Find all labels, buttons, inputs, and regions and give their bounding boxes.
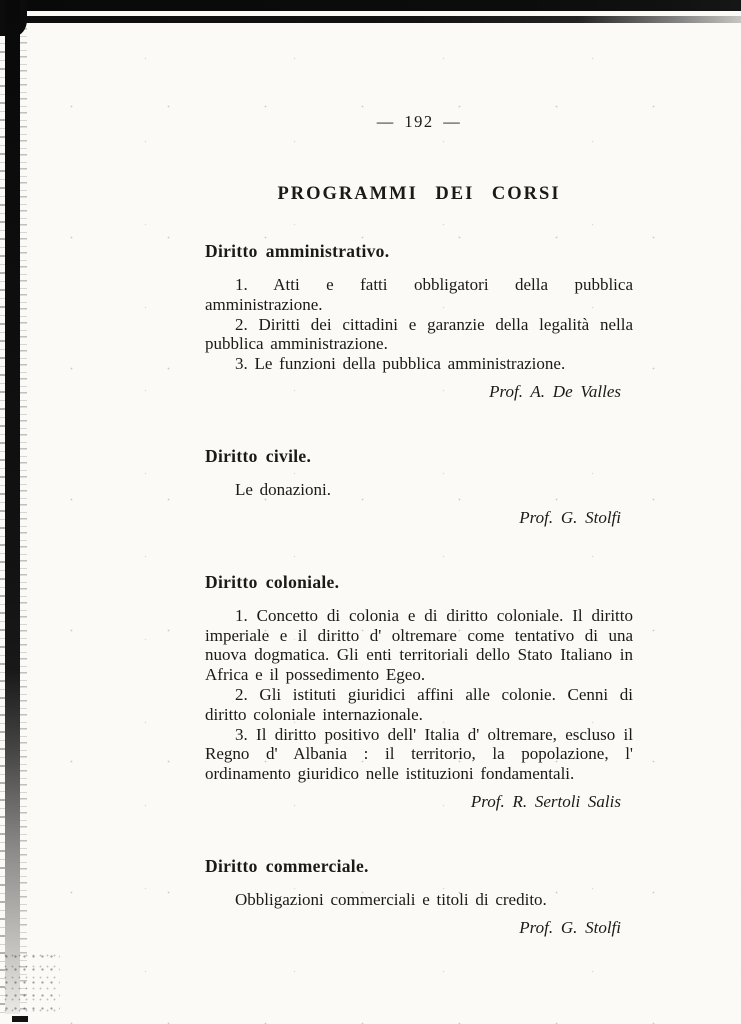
course-section <box>205 856 633 938</box>
scan-binding-edge <box>5 0 20 1014</box>
course-section <box>205 241 633 402</box>
page-title: PROGRAMMI DEI CORSI <box>277 184 561 204</box>
course-paragraph: 3. Le funzioni della pubblica amministrazione. <box>235 354 566 374</box>
scan-binding-speckle-right <box>20 0 27 1014</box>
course-paragraph: 3. Il diritto positivo dell' Italia d' oltremare, escluso il Regno d' Albania : il territorio, la popolazione, l' ordinamento giuridico nelle istituzioni fondamentali. <box>205 724 633 784</box>
course-heading: Diritto coloniale. <box>205 571 340 592</box>
professor-signature: Prof. G. Stolfi <box>519 917 621 937</box>
course-paragraph: 2. Gli istituti giuridici affini alle colonie. Cenni di diritto coloniale internazionale. <box>205 684 633 724</box>
scan-bottom-speckles <box>2 950 60 1020</box>
course-section <box>205 572 633 812</box>
page-number: — 192 — <box>376 112 462 131</box>
course-paragraph: Le donazioni. <box>235 479 331 499</box>
course-paragraph: 2. Diritti dei cittadini e garanzie della legalità nella pubblica amministrazione. <box>205 314 633 354</box>
course-heading: Diritto civile. <box>205 445 312 466</box>
course-heading: Diritto commerciale. <box>205 855 369 876</box>
course-section <box>205 446 633 528</box>
course-paragraph: Obbligazioni commerciali e titoli di credito. <box>235 889 547 909</box>
scan-top-edge-line <box>0 16 741 23</box>
professor-signature: Prof. A. De Valles <box>489 381 621 401</box>
course-heading: Diritto amministrativo. <box>205 241 390 261</box>
course-paragraph: 1. Concetto di colonia e di diritto coloniale. Il diritto imperiale e il diritto d' oltremare come tentativo di una nuova dogmatica. Gli enti territoriali dello Stato Italiano in Africa e il possedimento Egeo. <box>205 605 633 685</box>
professor-signature: Prof. G. Stolfi <box>519 507 621 527</box>
course-paragraph: 1. Atti e fatti obbligatori della pubblica amministrazione. <box>205 275 633 314</box>
professor-signature: Prof. R. Sertoli Salis <box>470 791 621 811</box>
page-content <box>205 112 633 982</box>
scan-top-edge-band <box>0 0 741 11</box>
course-sections <box>205 241 633 938</box>
scan-bottom-mark <box>12 1016 28 1022</box>
